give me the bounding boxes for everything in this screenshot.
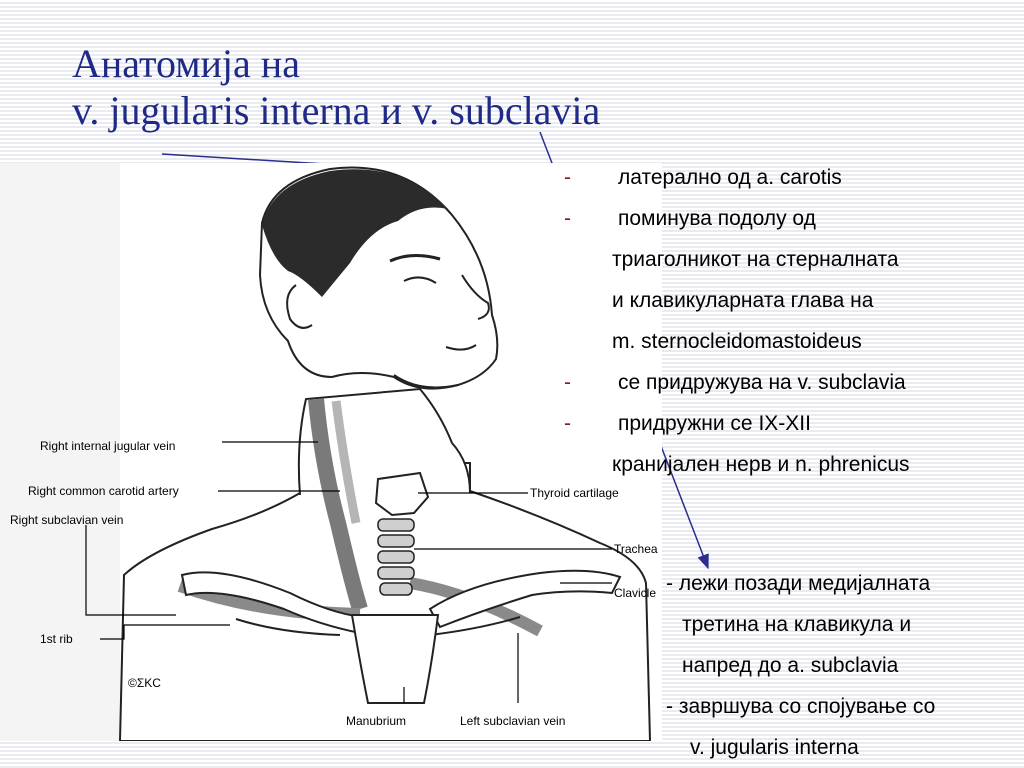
label-right-internal-jugular-vein: Right internal jugular vein — [40, 439, 176, 453]
label-right-subclavian-vein: Right subclavian vein — [10, 513, 124, 527]
bullet-3: - — [564, 371, 571, 394]
title-line-1: Анатомија на — [72, 41, 300, 86]
bullet-2: - — [564, 207, 571, 230]
label-1st-rib: 1st rib — [40, 632, 73, 646]
subclavia-line-5: v. jugularis interna — [690, 736, 859, 759]
jugular-line-1: латерално од a. carotis — [618, 166, 842, 189]
title-line-2: v. jugularis interna и v. subclavia — [72, 88, 601, 133]
jugular-line-8: кранијален нерв и n. phrenicus — [612, 453, 910, 476]
label-clavicle: Clavicle — [614, 586, 657, 600]
trachea-rings — [378, 519, 414, 595]
subclavia-line-3: напред до a. subclavia — [682, 654, 899, 677]
jugular-line-4: и клавикуларната глава на — [612, 289, 874, 312]
label-left-subclavian-vein: Left subclavian vein — [460, 714, 566, 728]
subclavia-line-1: - лежи позади медијалната — [666, 572, 931, 595]
figure-copyright-mark: ©ΣKC — [128, 676, 161, 690]
bullet-4: - — [564, 412, 571, 435]
jugular-line-5: m. sternocleidomastoideus — [612, 330, 862, 353]
label-thyroid-cartilage: Thyroid cartilage — [530, 486, 619, 500]
label-right-common-carotid-artery: Right common carotid artery — [28, 484, 179, 498]
jugular-line-6: се придружува на v. subclavia — [618, 371, 906, 394]
neck-anatomy-figure — [0, 163, 662, 741]
jugular-line-7: придружни се IX-XII — [618, 412, 811, 435]
jugular-line-3: триаголникот на стерналната — [612, 248, 899, 271]
subclavia-line-4: - завршува со спојување со — [666, 695, 936, 718]
label-trachea: Trachea — [614, 542, 658, 556]
subclavia-line-2: третина на клавикула и — [682, 613, 912, 636]
label-manubrium: Manubrium — [346, 714, 407, 728]
manubrium-shape — [352, 615, 438, 703]
bullet-1: - — [564, 166, 571, 189]
jugular-line-2: поминува подолу од — [618, 207, 816, 230]
